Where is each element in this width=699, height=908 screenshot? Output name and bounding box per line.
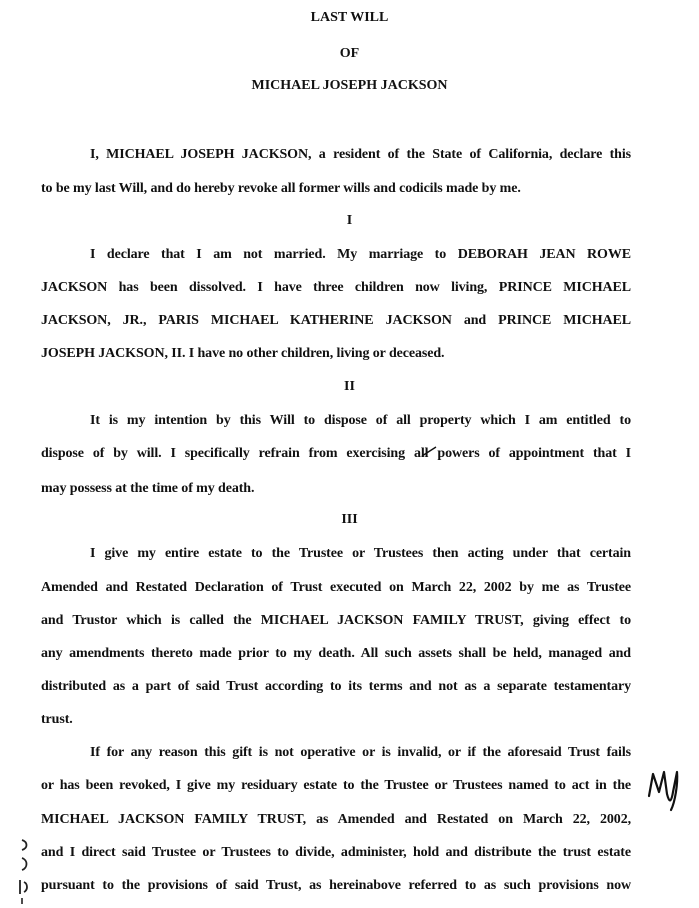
article-iii-number: III [341,512,358,527]
article-iii-line-2: Amended and Restated Declaration of Trust executed on March 22, 2002 by me as Trustee [41,580,631,595]
document-of: OF [339,46,360,61]
testator-name: MICHAEL JOSEPH JACKSON [251,78,448,93]
article-ii-line-1: It is my intention by this Will to dispose of all property which I am entitled to [90,413,631,428]
article-i-line-4: JOSEPH JACKSON, II. I have no other children, living or deceased. [41,346,445,361]
article-iii-para2-line-5: pursuant to the provisions of said Trust, as hereinabove referred to as such provisions now [41,878,631,893]
article-iii-para2-line-3: MICHAEL JACKSON FAMILY TRUST, as Amended and Restated on March 22, 2002, [41,812,631,827]
pen-tick-mark-icon [420,444,440,460]
article-i-number: I [346,213,353,228]
article-iii-line-6: trust. [41,712,73,727]
intro-line-1: I, MICHAEL JOSEPH JACKSON, a resident of the State of California, declare this [90,147,631,162]
margin-bracket-icon [14,836,36,906]
article-i-line-1: I declare that I am not married. My marriage to DEBORAH JEAN ROWE [90,247,631,262]
article-ii-line-2: dispose of by will. I specifically refrain from exercising all powers of appointment that I [41,446,631,461]
article-iii-line-4: any amendments thereto made prior to my death. All such assets shall be held, managed and [41,646,631,661]
article-iii-para2-line-1: If for any reason this gift is not operative or is invalid, or if the aforesaid Trust fails [90,745,631,760]
article-iii-para2-line-2: or has been revoked, I give my residuary estate to the Trustee or Trustees named to act in the [41,778,631,793]
intro-line-2: to be my last Will, and do hereby revoke all former wills and codicils made by me. [41,181,521,196]
article-iii-line-3: and Trustor which is called the MICHAEL JACKSON FAMILY TRUST, giving effect to [41,613,631,628]
article-i-line-3: JACKSON, JR., PARIS MICHAEL KATHERINE JACKSON and PRINCE MICHAEL [41,313,631,328]
article-iii-para2-line-4: and I direct said Trustee or Trustees to divide, administer, hold and distribute the trust estate [41,845,631,860]
article-iii-line-5: distributed as a part of said Trust according to its terms and not as a separate testamentary [41,679,631,694]
article-iii-line-1: I give my entire estate to the Trustee or Trustees then acting under that certain [90,546,631,561]
document-title: LAST WILL [310,10,389,25]
article-ii-number: II [344,379,355,394]
article-i-line-2: JACKSON has been dissolved. I have three children now living, PRINCE MICHAEL [41,280,631,295]
handwritten-initials-icon [645,762,689,812]
article-ii-line-3: may possess at the time of my death. [41,481,255,496]
